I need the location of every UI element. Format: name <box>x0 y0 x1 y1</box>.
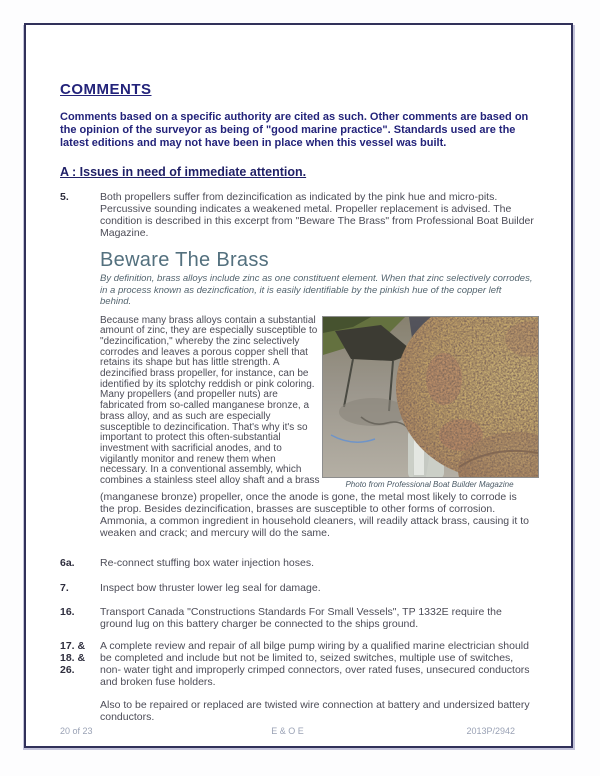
page-title: COMMENTS <box>60 81 152 98</box>
footer-page-number: 20 of 23 <box>60 726 93 736</box>
page-footer <box>26 726 571 736</box>
section-a-heading: A : Issues in need of immediate attention. <box>60 165 307 179</box>
item-text-continued: Also to be repaired or replaced are twisted wire connection at battery and undersized battery conductors. <box>100 698 530 723</box>
item-number: 26. <box>60 663 75 676</box>
photo-caption: Photo from Professional Boat Builder Magazine <box>345 479 514 489</box>
intro-paragraph: Comments based on a specific authority are cited as such. Other comments are based on the opinion of the surveyor as being of "good marine practice". Standards used are the latest editions and may not have been in place when this vessel was built. <box>60 111 529 149</box>
list-item <box>60 191 534 239</box>
item-text: Re-connect stuffing box water injection hoses. <box>100 556 315 569</box>
item-text: Transport Canada "Constructions Standards For Small Vessels", TP 1332E require the ground lug on this battery charger be connected to the ships ground. <box>100 605 502 630</box>
item-number: 17. & <box>60 639 86 652</box>
list-item <box>60 606 534 630</box>
magazine-excerpt <box>100 249 534 539</box>
item-text: Inspect bow thruster lower leg seal for damage. <box>100 581 321 594</box>
item-number: 16. <box>60 605 75 618</box>
list-item <box>60 582 534 594</box>
propeller-photo <box>322 316 539 478</box>
item-number: 5. <box>60 191 69 203</box>
page-content <box>26 81 571 723</box>
excerpt-body-continued: (manganese bronze) propeller, once the anode is gone, the metal most likely to corrode is the prop. Besides dezincification, brasses are susceptible to other forms of corrosion. Ammonia, a common ingredient in household cleaners, will readily attack brass, causing it to weaken and crack; and mercury will do the same. <box>100 490 529 539</box>
footer-eoe: E & O E <box>271 726 304 736</box>
item-number: 18. & <box>60 651 86 664</box>
item-number-group <box>60 640 100 723</box>
excerpt-columns <box>100 316 534 489</box>
item-text-group <box>100 640 534 723</box>
footer-file-number: 2013P/2942 <box>466 726 516 736</box>
list-item <box>60 557 534 569</box>
item-text: A complete review and repair of all bilge pump wiring by a qualified marine electrician should be completed and include but not be limited to, seized switches, multiple use of switches, non- water tight and improperly crimped connectors, over rated fuses, unsecured conductors and broken fuse holders. <box>100 639 530 688</box>
item-number: 6a. <box>60 556 75 569</box>
item-number: 7. <box>60 581 69 594</box>
excerpt-subtitle: By definition, brass alloys include zinc as one constituent element. When that zinc selectively corrodes, in a process known as dezincfication, it is easily identifiable by the pinkish hue of the copper left behind. <box>100 273 533 307</box>
list-item <box>60 640 534 723</box>
excerpt-title: Beware The Brass <box>100 249 269 271</box>
propeller-photo-figure <box>322 316 537 489</box>
item-text: Both propellers suffer from dezincification as indicated by the pink hue and micro-pits. Percussive sounding indicates a weakened metal. Propeller replacement is advised. The condition is described in this excerpt from "Beware The Brass" from Professional Boat Builder Magazine. <box>100 191 534 239</box>
page-border-frame <box>24 23 573 748</box>
excerpt-body-left: Because many brass alloys contain a substantial amount of zinc, they are especially susceptible to "dezincification," whereby the zinc selectively corrodes and leaves a porous copper shell that retains its shape but has little strength. A dezincified brass propeller, for instance, can be identified by its splotchy reddish or pink coloring. Many propellers (and propeller nuts) are fabricated from so-called manganese bronze, a brass alloy, and as such are especially susceptible to dezincification. That's why it's so important to protect this often-substantial investment with sacrificial anodes, and to vigilantly monitor and renew them when necessary. In a conventional assembly, which combines a stainless steel alloy shaft and a brass <box>100 314 320 487</box>
